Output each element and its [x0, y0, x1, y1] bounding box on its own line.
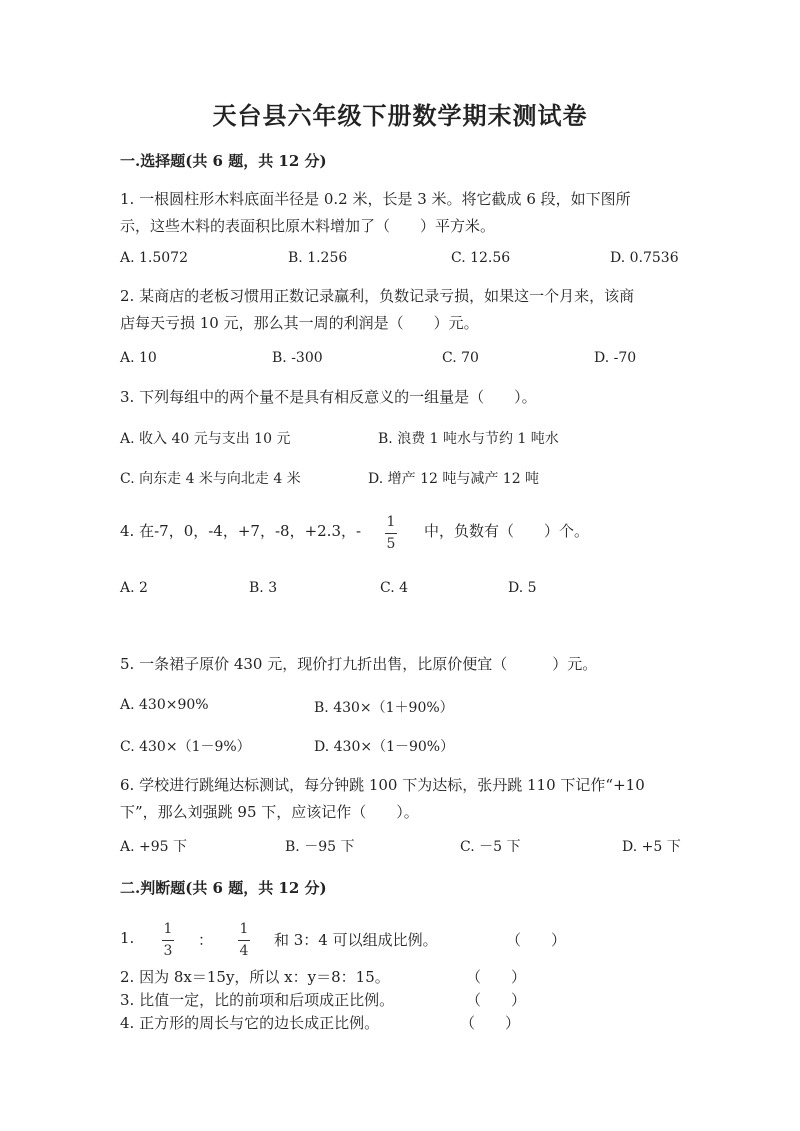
answer-paren: （ ）: [466, 968, 527, 986]
fraction-denominator: 5: [386, 536, 396, 552]
option-c: C. 430×（1－9%）: [120, 739, 251, 755]
option-c: C. －5 下: [460, 839, 521, 855]
option-c: C. 4: [380, 580, 409, 596]
fraction-denominator: 3: [163, 943, 173, 959]
judgement-3-text: 3. 比值一定，比的前项和后项成正比例。: [120, 991, 395, 1009]
option-b: B. 浪费 1 吨水与节约 1 吨水: [378, 431, 559, 447]
fraction-numerator: 1: [239, 921, 249, 937]
option-d: D. 增产 12 吨与减产 12 吨: [368, 471, 540, 487]
question-text: 示，这些木料的表面积比原木料增加了（ ）平方米。: [120, 217, 496, 235]
option-d: D. 0.7536: [610, 250, 679, 266]
option-c: C. 70: [442, 350, 479, 366]
answer-paren: （ ）: [466, 991, 527, 1009]
answer-paren: （ ）: [506, 931, 567, 949]
section-heading-judgement: 二.判断题(共 6 题，共 12 分): [120, 879, 327, 897]
fraction: [238, 921, 250, 960]
question-text: 1. 一根圆柱形木料底面半径是 0.2 米，长是 3 米。将它截成 6 段，如下图所: [120, 190, 631, 208]
question-1: [120, 186, 690, 240]
judgement-2-text: 2. 因为 8x＝15y，所以 x：y＝8：15。: [120, 968, 390, 986]
option-b: B. 1.256: [288, 250, 348, 266]
answer-paren: （ ）: [460, 1014, 521, 1032]
section-heading-choice: 一.选择题(共 6 题，共 12 分): [120, 152, 327, 170]
fraction-bar: [238, 940, 250, 941]
judgement-1-number: 1.: [120, 929, 135, 947]
fraction: [162, 921, 174, 960]
question-text: 5. 一条裙子原价 430 元，现价打九折出售，比原价便宜（ ）元。: [120, 655, 598, 673]
option-a: A. +95 下: [120, 839, 188, 855]
option-c: C. 向东走 4 米与向北走 4 米: [120, 471, 301, 487]
judgement-1-text: 和 3：4 可以组成比例。: [274, 931, 438, 949]
question-text: 下”，那么刘强跳 95 下，应该记作（ ）。: [120, 803, 419, 821]
page-title: 天台县六年级下册数学期末测试卷: [212, 101, 588, 130]
question-5: [120, 651, 690, 678]
question-text: 2. 某商店的老板习惯用正数记录赢利，负数记录亏损，如果这一个月来，该商: [120, 287, 635, 305]
fraction-numerator: 1: [163, 921, 173, 937]
question-text: 6. 学校进行跳绳达标测试，每分钟跳 100 下为达标，张丹跳 110 下记作“+10: [120, 776, 645, 794]
fraction-bar: [385, 533, 397, 534]
question-3: [120, 384, 690, 411]
question-2: [120, 283, 690, 337]
option-c: C. 12.56: [451, 250, 511, 266]
question-text: 3. 下列每组中的两个量不是具有相反意义的一组量是（ ）。: [120, 388, 537, 406]
option-b: B. 430×（1＋90%）: [314, 700, 454, 716]
fraction-bar: [162, 940, 174, 941]
fraction-numerator: 1: [386, 514, 396, 530]
question-text: 店每天亏损 10 元，那么其一周的利润是（ ）元。: [120, 314, 479, 332]
option-a: A. 1.5072: [120, 250, 188, 266]
fraction-denominator: 4: [239, 943, 249, 959]
option-d: D. 5: [508, 580, 537, 596]
ratio-colon: ：: [198, 931, 214, 949]
option-a: A. 10: [120, 350, 157, 366]
question-4-suffix: 中，负数有（ ）个。: [424, 522, 590, 540]
option-a: A. 收入 40 元与支出 10 元: [120, 431, 291, 447]
option-d: D. 430×（1－90%）: [314, 739, 455, 755]
judgement-4-text: 4. 正方形的周长与它的边长成正比例。: [120, 1014, 380, 1032]
option-b: B. -300: [272, 350, 323, 366]
option-b: B. 3: [249, 580, 278, 596]
question-4-text: 4. 在-7，0，-4，+7，-8，+2.3，-: [120, 522, 362, 540]
option-d: D. -70: [594, 350, 637, 366]
option-a: A. 430×90%: [120, 697, 209, 713]
option-b: B. －95 下: [285, 839, 355, 855]
option-a: A. 2: [120, 580, 148, 596]
question-6: [120, 772, 690, 826]
fraction: [385, 514, 397, 553]
option-d: D. +5 下: [622, 839, 681, 855]
